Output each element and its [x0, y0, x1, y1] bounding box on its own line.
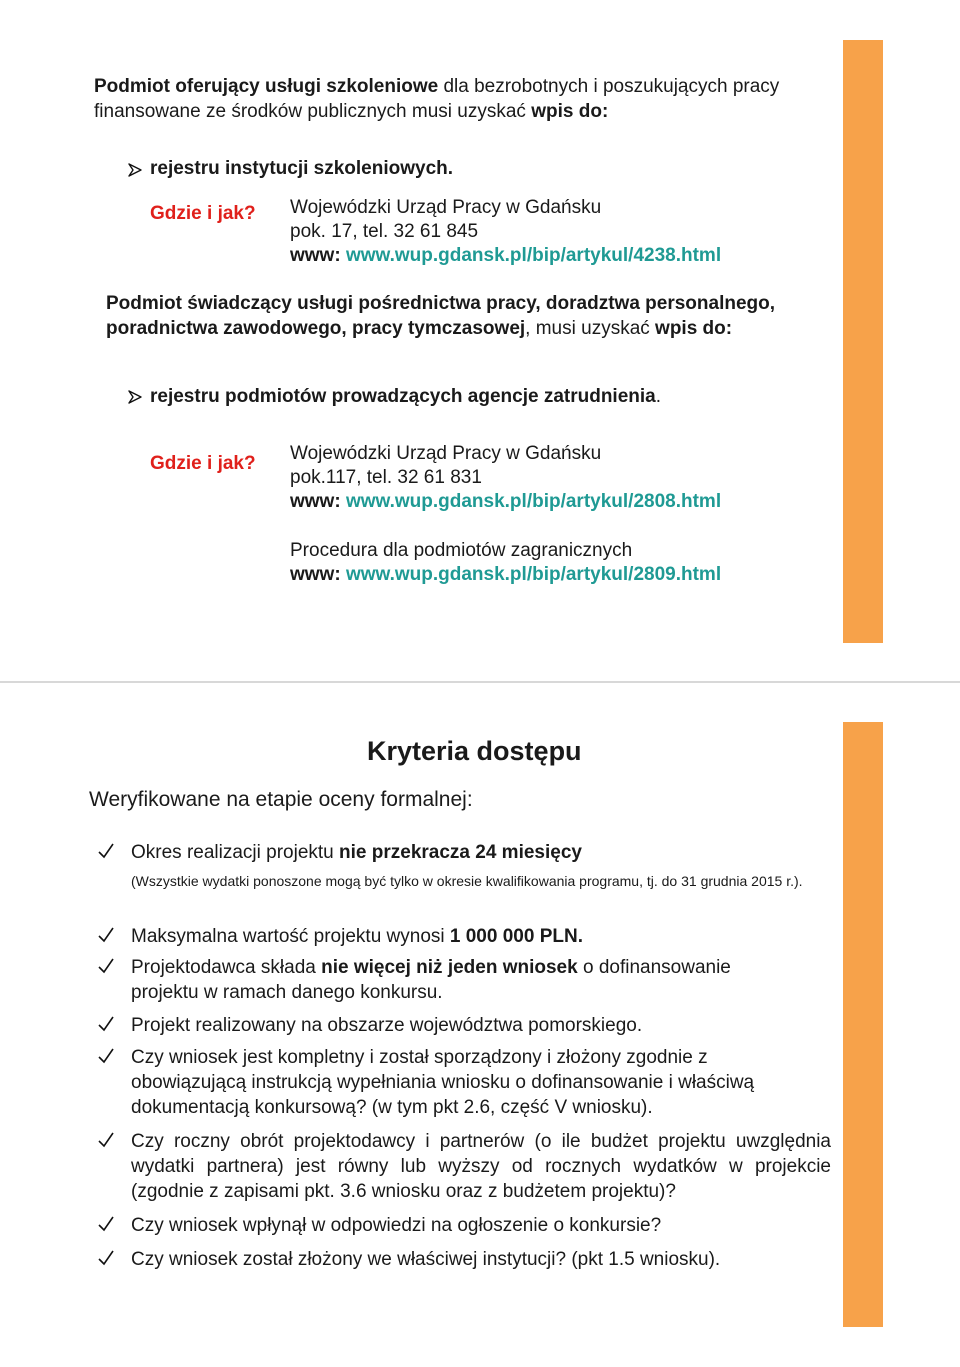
checkmark-icon: [97, 957, 115, 975]
wup-link-2809[interactable]: www.wup.gdansk.pl/bip/artykul/2809.html: [345, 564, 722, 585]
checkmark-icon: [97, 1249, 115, 1267]
office-room: pok. 17, tel. 32 61 845: [290, 221, 479, 242]
slide-title: Kryteria dostępu: [367, 736, 582, 766]
slide-divider: [0, 681, 960, 683]
wup-link-2808[interactable]: www.wup.gdansk.pl/bip/artykul/2808.html: [345, 491, 722, 512]
contact-block-2: [290, 442, 721, 514]
slide-subtitle: Weryfikowane na etapie oceny formalnej:: [89, 788, 473, 811]
accent-bar: [843, 722, 883, 1327]
www-line: www: www.wup.gdansk.pl/bip/artykul/2809.html: [290, 564, 722, 585]
www-line: www: www.wup.gdansk.pl/bip/artykul/2808.html: [290, 491, 722, 512]
accent-bar: [843, 40, 883, 643]
arrow-bullet-icon: [127, 162, 143, 178]
register-agency-item: rejestru podmiotów prowadzących agencje zatrudnienia.: [150, 386, 661, 407]
office-room: pok.117, tel. 32 61 831: [290, 467, 482, 488]
checkmark-icon: [97, 842, 115, 860]
office-name: Wojewódzki Urząd Pracy w Gdańsku: [290, 197, 602, 218]
criterion-note: (Wszystkie wydatki ponoszone mogą być tylko w okresie kwalifikowania programu, tj. do 31 grudnia 2015 r.).: [131, 873, 803, 889]
slide-1: [0, 0, 960, 680]
www-line: www: www.wup.gdansk.pl/bip/artykul/4238.html: [290, 245, 722, 266]
register-training-item: rejestru instytucji szkoleniowych.: [150, 158, 454, 179]
where-label: Gdzie i jak?: [150, 203, 256, 224]
slide-2: Kryteria dostępu Weryfikowane na etapie oceny formalnej: Okres realizacji projektu nie przekracza 24 miesięcy (Wszystkie wydatki ponoszone mogą być tylko w okresie kwalifikowania programu, tj. do 31 grudnia 2015 r.). Maksymalna wartość projektu wynosi 1 000 000 PLN. Projektodawca składa nie więcej niż jeden wniosek o dofinansowanie projektu w ramach danego konkursu. Projekt realizowany na obszarze województwa pomorskiego. Czy wniosek jest kompletny i został sporządzony i złożony zgodnie z obowiązującą instrukcją wypełniania wniosku o dofinansowanie i właściwą dokumentacją konkursową? (w tym pkt 2.6, część V wniosku). Czy roczny obrót projektodawcy i partnerów (o ile budżet projektu uwzględnia wydatki partnera) jest równy lub wyższy od rocznych wydatków w projekcie (zgodnie z zapisami pkt. 3.6 wniosku oraz z budżetem projektu)? Czy wniosek wpłynął w odpowiedzi na ogłoszenie o konkursie? Czy wniosek został złożony we właściwej instytucji? (pkt 1.5 wniosku).: [0, 684, 960, 1367]
contact-block-1: [290, 196, 721, 268]
checkmark-icon: [97, 1131, 115, 1149]
foreign-procedure: Procedura dla podmiotów zagranicznych: [290, 540, 633, 561]
arrow-bullet-icon: [127, 389, 143, 405]
checkmark-icon: [97, 1015, 115, 1033]
where-label: Gdzie i jak?: [150, 453, 256, 474]
office-name: Wojewódzki Urząd Pracy w Gdańsku: [290, 443, 602, 464]
checkmark-icon: [97, 1047, 115, 1065]
checkmark-icon: [97, 1215, 115, 1233]
wup-link-4238[interactable]: www.wup.gdansk.pl/bip/artykul/4238.html: [345, 245, 722, 266]
intro-paragraph: Podmiot oferujący usługi szkoleniowe dla bezrobotnych i poszukujących pracy finansowane ze środków publicznych musi uzyskać wpis do:: [94, 76, 780, 122]
checkmark-icon: [97, 926, 115, 944]
contact-block-3: [290, 539, 721, 587]
agency-paragraph: Podmiot świadczący usługi pośrednictwa pracy, doradztwa personalnego, poradnictwa zawodowego, pracy tymczasowej, musi uzyskać wpis do:: [106, 293, 776, 339]
